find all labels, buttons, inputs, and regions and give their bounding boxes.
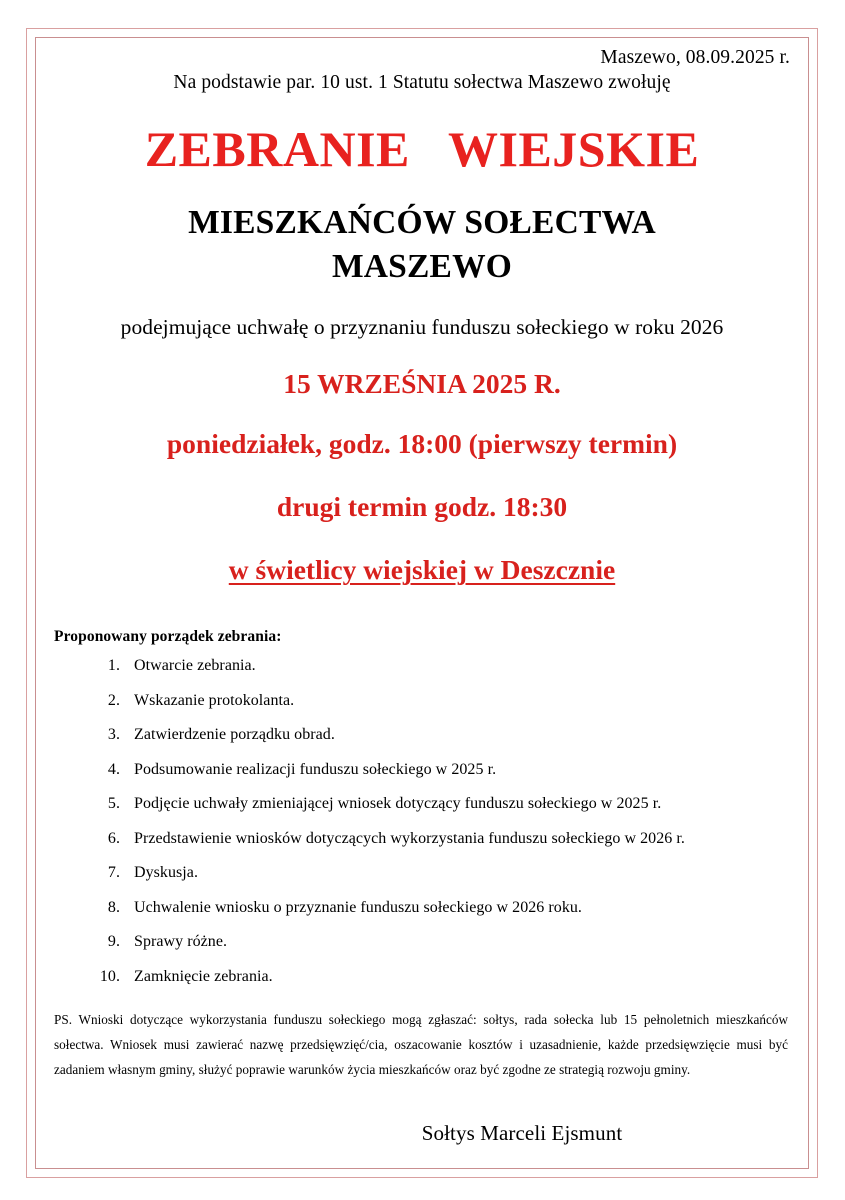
agenda-item [48, 762, 796, 778]
first-term-time: poniedziałek, godz. 18:00 (pierwszy termin) [166, 428, 678, 460]
postscript-note: PS. Wnioski dotyczące wykorzystania funduszu sołeckiego mogą zgłaszać: sołtys, rada sołecka lub 15 pełnoletnich mieszkańców sołectwa. Wniosek musi zawierać nazwę przedsięwzięć/cia, oszacowanie kosztów i uzasadnienie, każde przedsięwzięcie musi być zadaniem własnym gminy, służyć poprawie warunków życia mieszkańców oraz być zgodne ze strategią rozwoju gminy. [54, 1011, 788, 1078]
agenda-item-number: 7. [107, 864, 120, 882]
agenda-item [48, 969, 796, 985]
agenda-item-number: 1. [107, 657, 120, 675]
agenda-item [48, 658, 796, 674]
agenda-item [48, 865, 796, 881]
subtitle-line-2: MASZEWO [331, 247, 513, 285]
subtitle-line-1: MIESZKAŃCÓW SOŁECTWA [188, 203, 656, 241]
signature: Sołtys Marceli Ejsmunt [421, 1120, 623, 1145]
event-date: 15 WRZEŚNIA 2025 R. [283, 368, 561, 400]
agenda-item-label: Zatwierdzenie porządku obrad. [134, 726, 335, 744]
statute-basis-line: Na podstawie par. 10 ust. 1 Statutu sołectwa Maszewo zwołuję [173, 72, 671, 94]
event-location [48, 553, 796, 586]
agenda-item-number: 3. [107, 726, 120, 744]
agenda-item [48, 693, 796, 709]
agenda-item-label: Uchwalenie wniosku o przyznanie funduszu sołeckiego w 2026 roku. [134, 898, 582, 916]
agenda-item [48, 727, 796, 743]
page-title: ZEBRANIE WIEJSKIE [144, 120, 700, 177]
agenda-item-label: Sprawy różne. [134, 933, 228, 951]
agenda-item-label: Przedstawienie wniosków dotyczących wykorzystania funduszu sołeckiego w 2026 r. [134, 829, 685, 847]
event-location-text: w świetlicy wiejskiej w Deszcznie [228, 554, 616, 586]
document-content [38, 40, 806, 1166]
meeting-purpose: podejmujące uchwałę o przyznaniu funduszu sołeckiego w roku 2026 [120, 315, 724, 340]
agenda-item-label: Otwarcie zebrania. [134, 657, 256, 675]
agenda-item-number: 5. [107, 795, 120, 813]
agenda-item-number: 2. [107, 691, 120, 709]
agenda-item-label: Podsumowanie realizacji funduszu sołeckiego w 2025 r. [134, 760, 497, 778]
agenda-item-number: 6. [107, 829, 120, 847]
agenda-item-label: Podjęcie uchwały zmieniającej wniosek dotyczący funduszu sołeckiego w 2025 r. [134, 795, 662, 813]
agenda-item-number: 8. [107, 898, 120, 916]
agenda-item-label: Dyskusja. [134, 864, 199, 882]
agenda-item-number: 10. [99, 967, 120, 985]
place-and-date: Maszewo, 08.09.2025 r. [600, 47, 790, 68]
second-term-time: drugi termin godz. 18:30 [276, 491, 568, 523]
agenda-item [48, 934, 796, 950]
agenda-item-number: 9. [107, 933, 120, 951]
agenda-list [48, 658, 796, 985]
agenda-item [48, 900, 796, 916]
agenda-heading: Proponowany porządek zebrania: [54, 628, 282, 646]
agenda-item [48, 831, 796, 847]
agenda-item [48, 796, 796, 812]
agenda-item-label: Wskazanie protokolanta. [134, 691, 295, 709]
agenda-item-label: Zamknięcie zebrania. [134, 967, 273, 985]
agenda-item-number: 4. [107, 760, 120, 778]
subtitle-block [48, 201, 796, 289]
